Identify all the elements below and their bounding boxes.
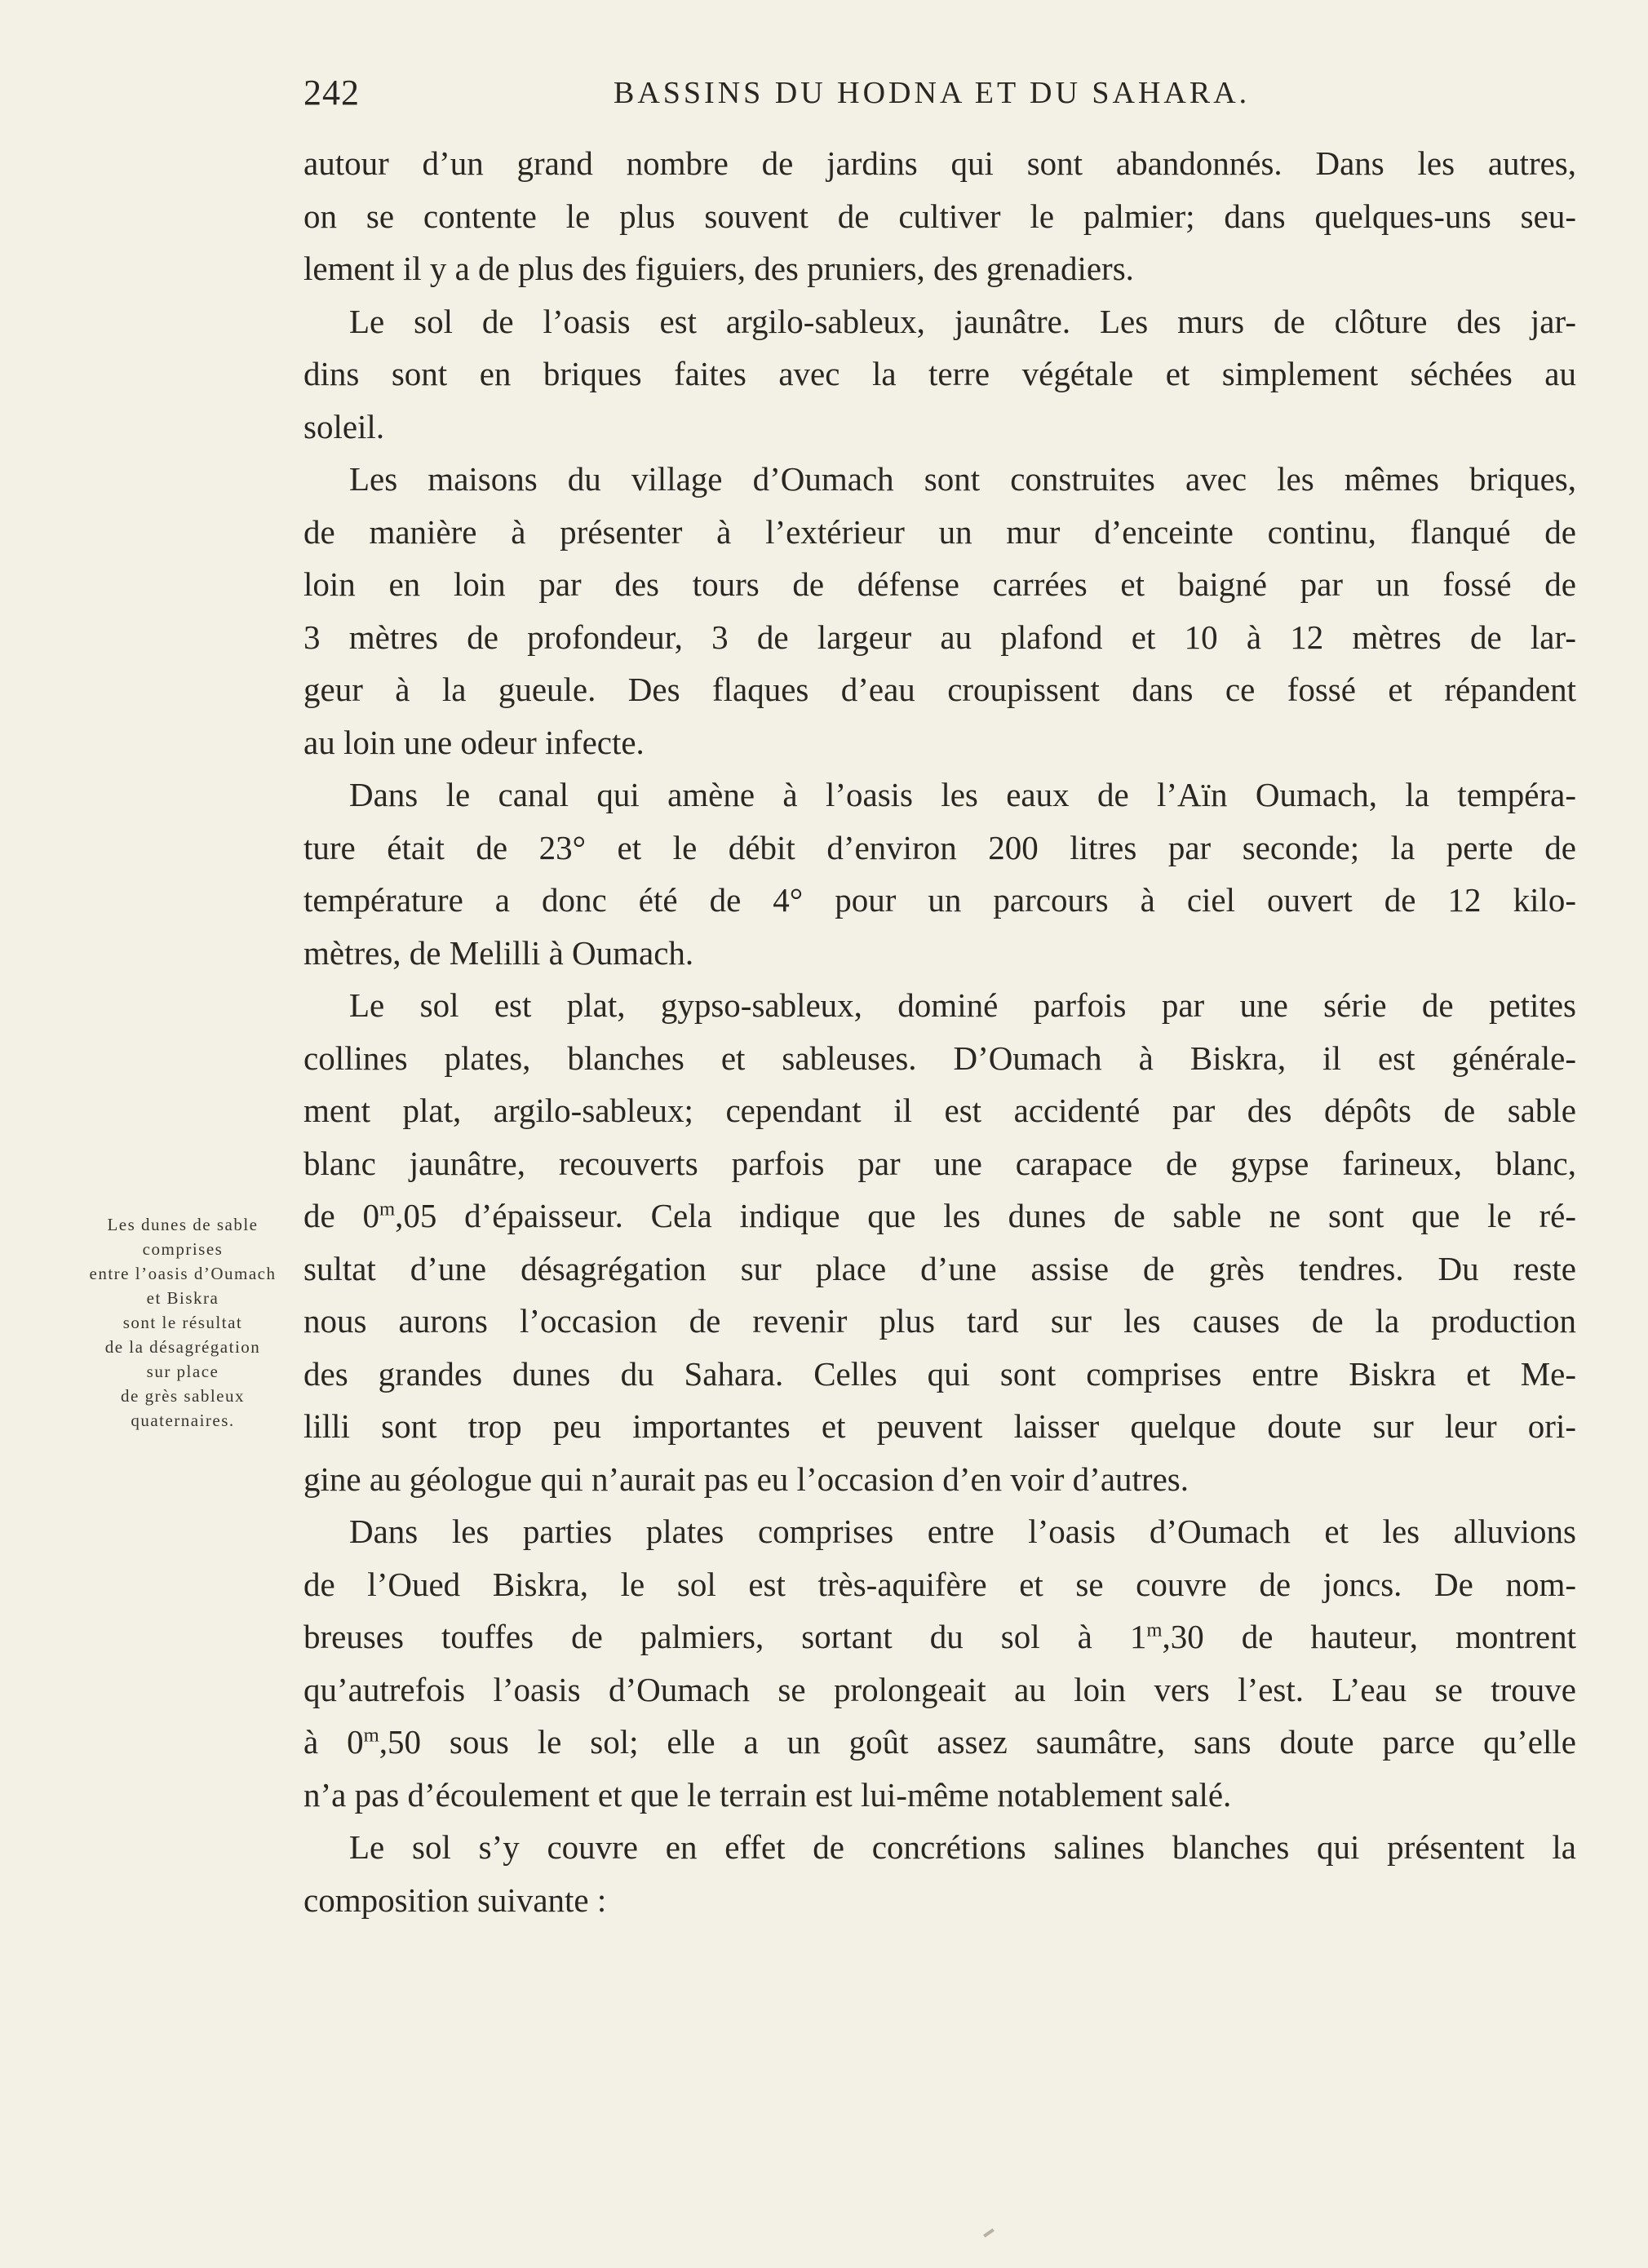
margin-note-line: entre l’oasis d’Oumach [89, 1264, 277, 1283]
text-line: Les maisons du village d’Oumach sont construites avec les mêmes briques, [349, 460, 1576, 498]
text-line: qu’autrefois l’oasis d’Oumach se prolongeait au loin vers l’est. L’eau se trouve [303, 1670, 1576, 1708]
text-line: Le sol est plat, gypso-sableux, dominé parfois par une série de petites [349, 986, 1576, 1024]
body-text [303, 137, 1576, 1926]
text-line: on se contente le plus souvent de cultiver le palmier; dans quelques-uns seu- [303, 197, 1576, 235]
text-line: breuses touffes de palmiers, sortant du sol à 1$^m$,30 de hauteur, montrent [303, 1618, 1576, 1655]
text-line: Dans le canal qui amène à l’oasis les eaux de l’Aïn Oumach, la tempéra- [349, 776, 1576, 813]
page-speck [983, 2228, 995, 2237]
paragraph-2 [303, 295, 1576, 454]
text-line: Le sol de l’oasis est argilo-sableux, jaunâtre. Les murs de clôture des jar- [349, 302, 1576, 340]
text-line: dins sont en briques faites avec la terre végétale et simplement séchées au [303, 355, 1576, 392]
text-line: lilli sont trop peu importantes et peuvent laisser quelque doute sur leur ori- [303, 1407, 1576, 1445]
text-line: nous aurons l’occasion de revenir plus tard sur les causes de la production [303, 1302, 1576, 1340]
margin-note-line: quaternaires. [131, 1411, 235, 1430]
text-line: sultat d’une désagrégation sur place d’une assise de grès tendres. Du reste [303, 1249, 1576, 1287]
paragraph-4 [303, 769, 1576, 979]
margin-note-line: comprises [142, 1239, 224, 1259]
margin-note [69, 1212, 297, 1433]
paragraph-1 [303, 137, 1576, 295]
page-header [303, 72, 1266, 121]
text-line: ture était de 23° et le débit d’environ 200 litres par seconde; la perte de [303, 828, 1576, 866]
paragraph-7 [303, 1821, 1576, 1926]
text-line: n’a pas d’écoulement et que le terrain est lui-même notablement salé. [303, 1775, 1232, 1814]
margin-note-line: de grès sableux [121, 1386, 245, 1406]
margin-note-line: sur place [146, 1362, 219, 1381]
text-line: au loin une odeur infecte. [303, 723, 645, 761]
paragraph-6 [303, 1505, 1576, 1821]
text-line: des grandes dunes du Sahara. Celles qui sont comprises entre Biskra et Me- [303, 1354, 1576, 1393]
text-line: loin en loin par des tours de défense carrées et baigné par un fossé de [303, 565, 1576, 603]
text-line: de 0$^m$,05 d’épaisseur. Cela indique que les dunes de sable ne sont que le ré- [303, 1197, 1576, 1234]
text-line: température a donc été de 4° pour un parcours à ciel ouvert de 12 kilo- [303, 881, 1576, 919]
running-title: BASSINS DU HODNA ET DU SAHARA. [614, 76, 1251, 110]
page-number: 242 [303, 73, 360, 113]
text-line: mètres, de Melilli à Oumach. [303, 933, 694, 972]
text-line: lement il y a de plus des figuiers, des pruniers, des grenadiers. [303, 250, 1134, 287]
text-line: composition suivante : [303, 1880, 607, 1919]
text-line: geur à la gueule. Des flaques d’eau croupissent dans ce fossé et répandent [303, 671, 1576, 708]
margin-note-line: et Biskra [146, 1288, 219, 1308]
text-line: Le sol s’y couvre en effet de concrétions salines blanches qui présentent la [349, 1828, 1576, 1866]
margin-note-line: sont le résultat [122, 1313, 243, 1332]
text-line: à 0$^m$,50 sous le sol; elle a un goût assez saumâtre, sans doute parce qu’elle [303, 1723, 1576, 1761]
text-line: autour d’un grand nombre de jardins qui sont abandonnés. Dans les autres, [303, 144, 1576, 182]
text-line: gine au géologue qui n’aurait pas eu l’occasion d’en voir d’autres. [303, 1460, 1189, 1498]
margin-note-line: de la désagrégation [104, 1337, 261, 1357]
paragraph-3 [303, 453, 1576, 769]
text-line: blanc jaunâtre, recouverts parfois par une carapace de gypse farineux, blanc, [303, 1144, 1576, 1182]
text-line: 3 mètres de profondeur, 3 de largeur au plafond et 10 à 12 mètres de lar- [303, 618, 1576, 656]
text-line: ment plat, argilo-sableux; cependant il est accidenté par des dépôts de sable [303, 1092, 1576, 1129]
text-line: collines plates, blanches et sableuses. D’Oumach à Biskra, il est générale- [303, 1039, 1576, 1077]
text-line: Dans les parties plates comprises entre l’oasis d’Oumach et les alluvions [349, 1513, 1576, 1550]
margin-note-line: Les dunes de sable [107, 1215, 259, 1234]
text-line: soleil. [303, 407, 385, 445]
text-line: de l’Oued Biskra, le sol est très-aquifère et se couvre de joncs. De nom- [303, 1565, 1576, 1603]
text-line: de manière à présenter à l’extérieur un mur d’enceinte continu, flanqué de [303, 512, 1576, 551]
paragraph-5 [303, 979, 1576, 1505]
